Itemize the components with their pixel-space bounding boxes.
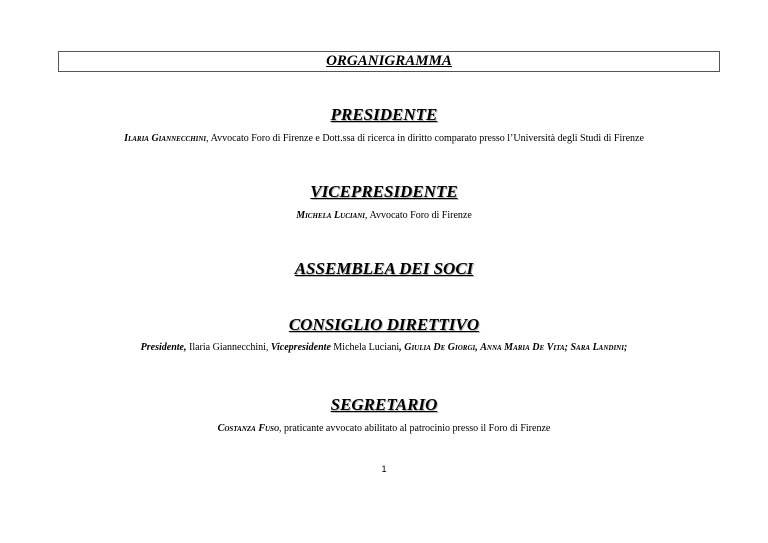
segretario-name: Costanza Fuso [217, 423, 280, 434]
consiglio-sep-2: ; [564, 342, 571, 353]
consiglio-heading: CONSIGLIO DIRETTIVO [288, 315, 480, 334]
consiglio-member-1: Giulia De Giorgi [404, 342, 476, 353]
consiglio-role-vicepresidente: Vicepresidente [270, 342, 331, 353]
presidente-name: Ilaria Giannecchini [124, 133, 207, 144]
consiglio-member-2: Anna Maria De Vita [480, 342, 565, 353]
presidente-description: , Avvocato Foro di Firenze e Dott.ssa di ricerca in diritto comparato presso l’Università degli Studi di Firenze [206, 133, 644, 144]
presidente-line [0, 132, 768, 145]
vicepresidente-line [0, 209, 768, 222]
consiglio-sep-1: , [475, 342, 481, 353]
consiglio-sep-3: ; [623, 342, 628, 353]
consiglio-role-presidente: Presidente, [140, 342, 187, 353]
presidente-heading: PRESIDENTE [330, 105, 438, 124]
consiglio-person-presidente: Ilaria Giannecchini, [186, 342, 271, 353]
consiglio-member-3: Sara Landini [570, 342, 624, 353]
title-box [58, 51, 720, 72]
segretario-heading: SEGRETARIO [330, 395, 438, 414]
segretario-line [0, 422, 768, 435]
consiglio-line [0, 341, 768, 354]
consiglio-comma: , [399, 342, 405, 353]
consiglio-person-vicepresidente: Michela Luciani [330, 342, 400, 353]
vicepresidente-heading: VICEPRESIDENTE [310, 182, 458, 201]
document-title: ORGANIGRAMMA [326, 53, 452, 69]
assemblea-heading: ASSEMBLEA DEI SOCI [294, 259, 474, 278]
page-number: 1 [381, 464, 387, 474]
vicepresidente-name: Michela Luciani [296, 210, 366, 221]
vicepresidente-description: , Avvocato Foro di Firenze [365, 210, 472, 221]
segretario-description: , praticante avvocato abilitato al patrocinio presso il Foro di Firenze [279, 423, 551, 434]
